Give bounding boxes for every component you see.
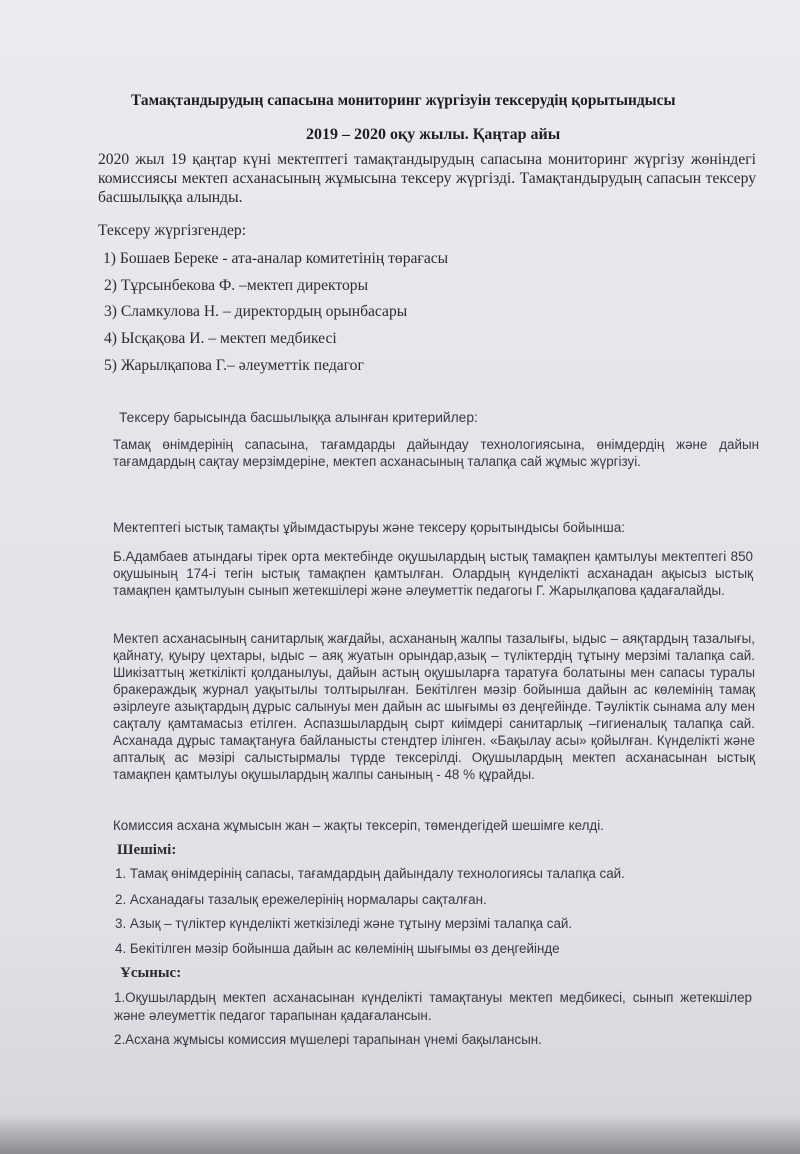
- inspector-item-4: 4) Ысқақова И. – мектеп медбикесі: [104, 330, 337, 347]
- results-paragraph-2: Мектеп асханасының санитарлық жағдайы, асхананың жалпы тазалығы, ыдыс – аяқтардың тазалығы, қайнату, қуыру цехтары, ыдыс – аяқ жуатын орындар,азық – түліктердің тұтыну мерзімі талапқа сай. Шикізаттың жеткілікті қолданылуы, дайын астың оқушыларға таратуға болатыны мен сапасы туралы бракераждық журнал уақытылы толтырылған. Бекітілген мәзір бойынша дайын ас көлемінің тамақ әзірлеуге азықтардың дұрыс салынуы мен дайын ас шығымы өз деңгейінде. Тәуліктік сынама алу мен сақталу қамтамасыз етілген. Аспазшылардың сырт киімдері санитарлық –гигиеналық талапқа сай. Асханада дұрыс тамақтануға байланысты стендтер ілінген. «Бақылау асы» қойылған. Күнделікті және апталық ас мәзірі салыстырмалы түрде тексерілді. Оқушылардың мектеп асханасынан ыстық тамақпен қамтылуы оқушылардың жалпы санының - 48 % құрайды.: [113, 631, 755, 782]
- decision-heading: Шешімі:: [117, 842, 177, 858]
- decision-item-3: 3. Азық – түліктер күнделікті жеткізіледі және тұтыну мерзімі талапқа сай.: [115, 916, 573, 931]
- criteria-heading: Тексеру барысында басшылыққа алынған критерийлер:: [119, 410, 478, 425]
- intro-paragraph: 2020 жыл 19 қаңтар күні мектептегі тамақтандырудың сапасына мониторинг жүргізу жөніндегі комиссиясы мектеп асханасының жұмысына тексеру жүргізді. Тамақтандырудың сапасын тексеру басшылыққа алынды.: [98, 151, 756, 206]
- inspectors-heading: Тексеру жүргізгендер:: [98, 222, 247, 239]
- decision-item-2: 2. Асханадағы тазалық ережелерінің нормалары сақталған.: [115, 892, 487, 907]
- document-title-line-1: Тамақтандырудың сапасына мониторинг жүргізуін тексерудің қорытындысы: [131, 92, 676, 109]
- decision-item-4: 4. Бекітілген мәзір бойынша дайын ас көлемінің шығымы өз деңгейінде: [115, 941, 560, 956]
- proposal-item-2: 2.Асхана жұмысы комиссия мүшелері тарапынан үнемі бақылансын.: [114, 1032, 542, 1047]
- proposal-item-1: 1.Оқушылардың мектеп асханасынан күнделікті тамақтануы мектеп медбикесі, сынып жетекшілер және әлеуметтік педагог тарапынан қадағалансын.: [114, 990, 752, 1023]
- document-title-line-2: 2019 – 2020 оқу жылы. Қаңтар айы: [306, 126, 561, 143]
- inspector-item-2: 2) Тұрсынбекова Ф. –мектеп директоры: [104, 277, 369, 294]
- commission-text: Комиссия асхана жұмысын жан – жақты тексеріп, төмендегідей шешімге келді.: [113, 818, 604, 833]
- criteria-paragraph: Тамақ өнімдерінің сапасына, тағамдарды дайындау технологиясына, өнімдердің және дайын тағамдардың сақтау мерзімдеріне, мектеп асханасының талапқа сай жұмыс жүргізуі.: [113, 437, 759, 469]
- decision-item-1: 1. Тамақ өнімдерінің сапасы, тағамдардың дайындалу технологиясы талапқа сай.: [115, 866, 625, 881]
- inspector-item-1: 1) Бошаев Береке - ата-аналар комитетінің төрағасы: [103, 250, 449, 267]
- results-heading: Мектептегі ыстық тамақты ұйымдастыруы және тексеру қорытындысы бойынша:: [113, 520, 626, 535]
- results-paragraph-1: Б.Адамбаев атындағы тірек орта мектебінде оқушылардың ыстық тамақпен қамтылуы мектептегі 850 оқушының 174-і тегін ыстық тамақпен қамтылған. Олардың күнделікті асханадан ақысыз ыстық тамақпен қамтылуын сынып жетекшілері және әлеуметтік педагогы Г. Жарылқапова қадағалайды.: [113, 549, 753, 598]
- page-bottom-shadow: [0, 1114, 800, 1154]
- proposal-heading: Ұсыныс:: [120, 965, 182, 981]
- inspector-item-5: 5) Жарылқапова Г.– әлеуметтік педагог: [104, 357, 364, 374]
- inspector-item-3: 3) Сламкулова Н. – директордың орынбасары: [104, 303, 408, 320]
